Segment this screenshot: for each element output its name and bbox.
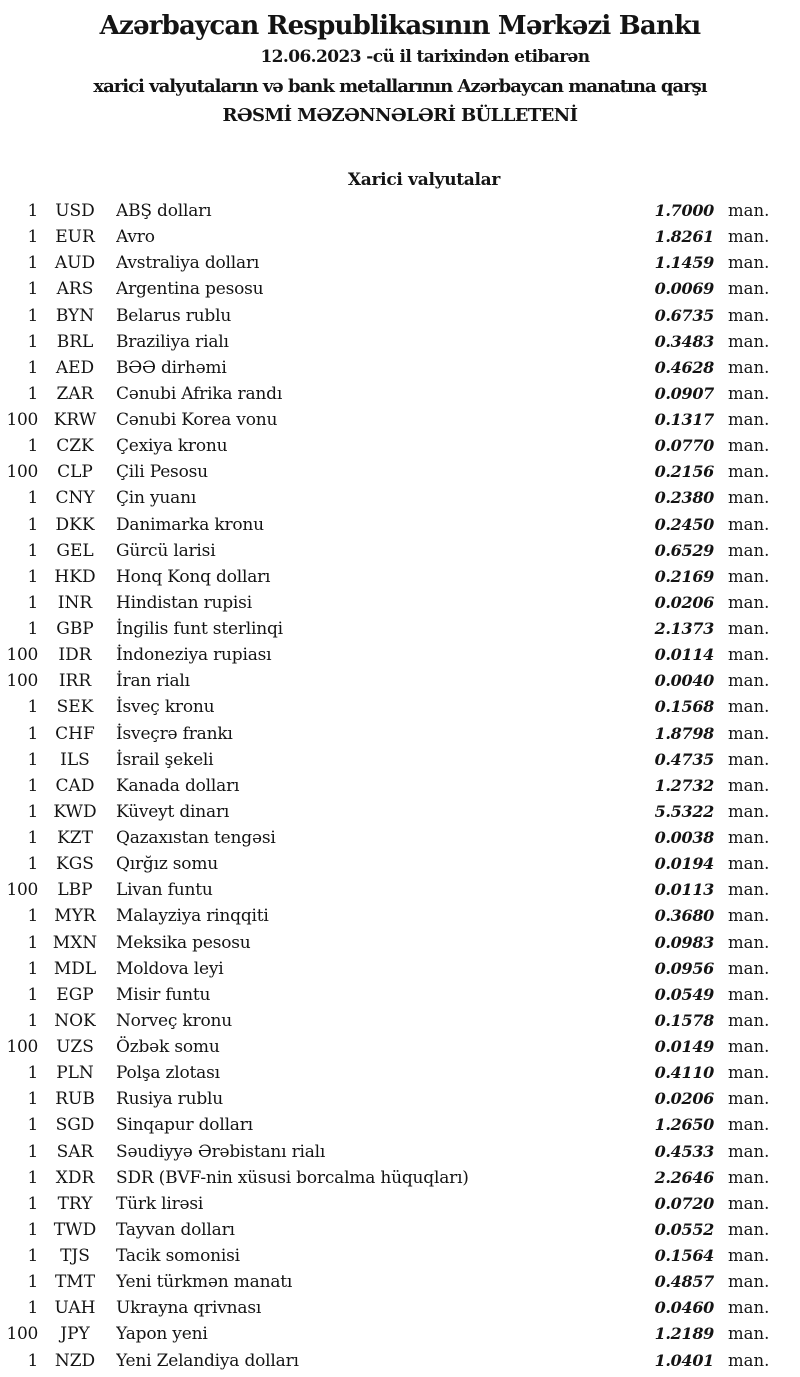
currency-code-cell: SGD — [55, 1115, 95, 1136]
currency-name-cell: Avstraliya dolları — [116, 253, 260, 274]
unit-cell: man. — [728, 801, 770, 821]
currency-name-cell: İsrail şekeli — [116, 749, 214, 770]
rate-value-cell: 0.0460 — [654, 1298, 714, 1318]
rate-value-cell: 1.2189 — [654, 1324, 714, 1344]
currency-name-cell: İran rialı — [116, 671, 190, 692]
unit-cell: man. — [728, 984, 770, 1004]
rate-row — [0, 355, 800, 381]
currency-code-cell: KGS — [56, 854, 94, 875]
currency-code-cell: KRW — [53, 410, 97, 430]
rate-value-cell: 0.0206 — [654, 1089, 714, 1109]
quantity-cell: 100 — [6, 410, 38, 430]
rate-value-cell: 0.3483 — [654, 331, 714, 351]
currency-code-cell: USD — [55, 201, 95, 221]
effective-date-line: 12.06.2023 -cü il tarixindən etibarən — [260, 47, 590, 67]
rate-value-cell: 0.2380 — [654, 488, 714, 508]
unit-cell: man. — [728, 1010, 770, 1030]
unit-cell: man. — [728, 383, 770, 403]
unit-cell: man. — [728, 201, 770, 220]
currency-name-cell: İsveç kronu — [116, 697, 215, 718]
unit-cell: man. — [728, 1115, 770, 1135]
currency-name-cell: Yapon yeni — [116, 1324, 208, 1345]
currency-name-cell: Küveyt dinarı — [116, 801, 230, 822]
currency-code-cell: EGP — [56, 984, 94, 1005]
currency-code-cell: LBP — [57, 880, 93, 901]
quantity-cell: 1 — [27, 227, 38, 248]
rate-value-cell: 0.0114 — [654, 645, 714, 665]
quantity-cell: 100 — [6, 671, 38, 692]
rate-value-cell: 1.0401 — [654, 1350, 714, 1370]
currency-code-cell: ZAR — [56, 383, 94, 404]
currency-code-cell: CLP — [57, 462, 93, 483]
rate-value-cell: 0.2156 — [654, 462, 714, 482]
currency-code-cell: MDL — [53, 958, 97, 979]
currency-code-cell: HKD — [54, 566, 96, 587]
unit-cell: man. — [728, 880, 770, 900]
rate-value-cell: 1.8261 — [654, 227, 714, 247]
rate-row — [0, 1269, 800, 1295]
currency-code-cell: CZK — [56, 436, 94, 457]
currency-name-cell: Rusiya rublu — [116, 1089, 223, 1110]
currency-name-cell: Özbək somu — [116, 1037, 220, 1057]
unit-cell: man. — [728, 619, 770, 638]
quantity-cell: 1 — [27, 906, 38, 927]
currency-code-cell: KZT — [57, 828, 93, 848]
currency-code-cell: DKK — [55, 514, 95, 535]
currency-name-cell: Çin yuanı — [116, 488, 197, 509]
rate-value-cell: 1.2650 — [654, 1115, 714, 1135]
unit-cell: man. — [728, 1272, 770, 1292]
currency-name-cell: Avro — [116, 227, 155, 248]
rate-row — [0, 1217, 800, 1243]
currency-name-cell: Çili Pesosu — [116, 462, 208, 483]
rate-value-cell: 0.0040 — [654, 671, 714, 691]
currency-code-cell: BYN — [55, 305, 95, 326]
rate-row — [0, 851, 800, 877]
currency-name-cell: Çexiya kronu — [116, 436, 228, 457]
currency-name-cell: Səudiyyə Ərəbistanı rialı — [116, 1141, 326, 1162]
currency-code-cell: AED — [55, 357, 95, 378]
rate-value-cell: 1.7000 — [654, 201, 714, 220]
rate-value-cell: 0.0549 — [654, 984, 714, 1004]
rate-row — [0, 799, 800, 825]
quantity-cell: 1 — [27, 1219, 38, 1240]
currency-code-cell: XDR — [55, 1167, 95, 1188]
rate-value-cell: 5.5322 — [654, 801, 714, 821]
rate-row — [0, 538, 800, 564]
rate-row — [0, 381, 800, 407]
rate-row — [0, 956, 800, 982]
currency-name-cell: Danimarka kronu — [116, 514, 264, 535]
quantity-cell: 1 — [27, 723, 38, 744]
quantity-cell: 1 — [27, 383, 38, 404]
quantity-cell: 1 — [27, 801, 38, 822]
rate-value-cell: 0.0720 — [654, 1193, 714, 1213]
unit-cell: man. — [728, 828, 770, 847]
rate-row — [0, 668, 800, 694]
unit-cell: man. — [728, 723, 770, 743]
currency-code-cell: AUD — [54, 253, 96, 274]
currency-code-cell: ILS — [60, 749, 90, 770]
currency-code-cell: RUB — [55, 1089, 95, 1110]
quantity-cell: 1 — [27, 1272, 38, 1293]
rate-value-cell: 0.0038 — [654, 828, 714, 847]
rate-row — [0, 877, 800, 903]
rate-value-cell: 0.6735 — [654, 305, 714, 325]
rate-row — [0, 250, 800, 276]
currency-code-cell: SEK — [56, 697, 94, 718]
rate-row — [0, 616, 800, 642]
rate-value-cell: 1.2732 — [654, 775, 714, 795]
rate-row — [0, 512, 800, 538]
currency-code-cell: CAD — [55, 775, 95, 796]
currency-code-cell: NOK — [54, 1010, 96, 1031]
rate-row — [0, 590, 800, 616]
rate-value-cell: 0.0552 — [654, 1219, 714, 1239]
currency-code-cell: TWD — [53, 1219, 97, 1240]
rate-row — [0, 930, 800, 956]
rate-value-cell: 0.0113 — [654, 880, 714, 900]
unit-cell: man. — [728, 227, 770, 247]
unit-cell: man. — [728, 540, 770, 560]
currency-name-cell: Ukrayna qrivnası — [116, 1298, 262, 1319]
currency-name-cell: Kanada dolları — [116, 775, 240, 796]
quantity-cell: 1 — [27, 1141, 38, 1162]
quantity-cell: 1 — [27, 279, 38, 300]
quantity-cell: 1 — [27, 1115, 38, 1136]
quantity-cell: 1 — [27, 1193, 38, 1214]
unit-cell: man. — [728, 932, 770, 952]
currency-name-cell: Yeni Zelandiya dolları — [116, 1350, 299, 1371]
currency-name-cell: Livan funtu — [116, 880, 213, 901]
rate-row — [0, 329, 800, 355]
quantity-cell: 1 — [27, 1298, 38, 1319]
rate-value-cell: 0.2450 — [654, 514, 714, 534]
quantity-cell: 1 — [27, 1089, 38, 1110]
currency-name-cell: Hindistan rupisi — [116, 592, 252, 613]
currency-code-cell: TJS — [60, 1246, 90, 1266]
quantity-cell: 1 — [27, 1246, 38, 1266]
unit-cell: man. — [728, 1063, 770, 1083]
rate-row — [0, 1060, 800, 1086]
subtitle-line: xarici valyutaların və bank metallarının Azərbaycan manatına qarşı — [93, 76, 707, 97]
rate-value-cell: 0.1564 — [654, 1246, 714, 1265]
rate-row — [0, 773, 800, 799]
currency-name-cell: Türk lirəsi — [116, 1193, 204, 1214]
rate-value-cell: 2.1373 — [654, 619, 714, 638]
currency-code-cell: TMT — [54, 1272, 96, 1293]
currency-name-cell: Braziliya rialı — [116, 331, 229, 352]
currency-code-cell: UAH — [54, 1298, 96, 1319]
rate-row — [0, 747, 800, 773]
unit-cell: man. — [728, 749, 770, 769]
currency-name-cell: Gürcü larisi — [116, 540, 216, 561]
rate-row — [0, 1243, 800, 1269]
unit-cell: man. — [728, 279, 770, 299]
quantity-cell: 1 — [27, 1063, 38, 1084]
unit-cell: man. — [728, 462, 770, 482]
quantity-cell: 100 — [6, 1037, 38, 1057]
quantity-cell: 1 — [27, 305, 38, 326]
bulletin-title-line: RƏSMİ MƏZƏNNƏLƏRİ BÜLLETENİ — [222, 105, 578, 126]
unit-cell: man. — [728, 253, 770, 273]
currency-name-cell: Belarus rublu — [116, 305, 232, 326]
currency-code-cell: IDR — [58, 645, 92, 666]
currency-name-cell: Qırğız somu — [116, 854, 219, 875]
quantity-cell: 1 — [27, 357, 38, 378]
rate-row — [0, 1321, 800, 1347]
rate-row — [0, 433, 800, 459]
rate-row — [0, 1191, 800, 1217]
rate-row — [0, 694, 800, 720]
currency-name-cell: Tayvan dolları — [116, 1219, 235, 1240]
quantity-cell: 1 — [27, 436, 38, 457]
currency-name-cell: Argentina pesosu — [116, 279, 264, 300]
currency-code-cell: NZD — [54, 1350, 96, 1371]
unit-cell: man. — [728, 1193, 770, 1213]
quantity-cell: 1 — [27, 619, 38, 639]
unit-cell: man. — [728, 958, 770, 978]
quantity-cell: 1 — [27, 514, 38, 535]
rate-value-cell: 0.0206 — [654, 592, 714, 612]
unit-cell: man. — [728, 645, 770, 665]
rate-value-cell: 0.2169 — [654, 566, 714, 586]
rate-row — [0, 303, 800, 329]
currency-code-cell: EUR — [55, 227, 95, 248]
quantity-cell: 1 — [27, 958, 38, 979]
quantity-cell: 100 — [6, 1324, 38, 1345]
rate-row — [0, 1165, 800, 1191]
rate-row — [0, 721, 800, 747]
unit-cell: man. — [728, 1350, 770, 1370]
quantity-cell: 1 — [27, 932, 38, 953]
rate-row — [0, 1348, 800, 1374]
rate-value-cell: 0.0194 — [654, 854, 714, 874]
unit-cell: man. — [728, 410, 770, 429]
rate-row — [0, 903, 800, 929]
unit-cell: man. — [728, 566, 770, 586]
rate-row — [0, 1008, 800, 1034]
currency-code-cell: JPY — [60, 1324, 90, 1345]
currency-name-cell: SDR (BVF-nin xüsusi borcalma hüquqları) — [116, 1167, 469, 1188]
unit-cell: man. — [728, 1246, 770, 1265]
rate-row — [0, 1112, 800, 1138]
currency-code-cell: PLN — [56, 1063, 94, 1084]
rate-row — [0, 1139, 800, 1165]
rate-value-cell: 0.3680 — [654, 906, 714, 926]
page-title: Azərbaycan Respublikasının Mərkəzi Bankı — [99, 11, 701, 41]
rate-row — [0, 564, 800, 590]
rate-row — [0, 224, 800, 250]
section-title-foreign-currencies: Xarici valyutalar — [347, 170, 501, 190]
currency-name-cell: Polşa zlotası — [116, 1063, 220, 1084]
unit-cell: man. — [728, 592, 770, 612]
unit-cell: man. — [728, 357, 770, 377]
quantity-cell: 1 — [27, 540, 38, 561]
rate-row — [0, 198, 800, 224]
rate-row — [0, 982, 800, 1008]
rate-row — [0, 1034, 800, 1060]
rate-row — [0, 459, 800, 485]
currency-code-cell: ARS — [56, 279, 94, 300]
rate-value-cell: 0.0907 — [654, 383, 714, 403]
rate-value-cell: 0.1568 — [654, 697, 714, 717]
currency-code-cell: GBP — [56, 619, 94, 639]
rate-value-cell: 0.0149 — [654, 1037, 714, 1056]
currency-name-cell: Misir funtu — [116, 984, 211, 1005]
unit-cell: man. — [728, 906, 770, 926]
rate-value-cell: 0.4533 — [654, 1141, 714, 1161]
currency-code-cell: CNY — [55, 488, 95, 509]
rate-row — [0, 276, 800, 302]
currency-name-cell: Cənubi Afrika randı — [116, 383, 283, 404]
currency-code-cell: KWD — [53, 801, 97, 822]
currency-name-cell: Moldova leyi — [116, 958, 224, 979]
rate-value-cell: 0.4110 — [654, 1063, 714, 1083]
currency-name-cell: Qazaxıstan tengəsi — [116, 828, 276, 848]
rate-value-cell: 1.8798 — [654, 723, 714, 743]
currency-code-cell: TRY — [57, 1193, 93, 1214]
rates-table — [0, 198, 800, 1374]
document-header — [0, 0, 800, 131]
unit-cell: man. — [728, 514, 770, 534]
rate-value-cell: 0.4857 — [654, 1272, 714, 1292]
unit-cell: man. — [728, 305, 770, 325]
currency-name-cell: İndoneziya rupiası — [116, 645, 272, 666]
quantity-cell: 1 — [27, 331, 38, 352]
unit-cell: man. — [728, 1037, 770, 1056]
rate-row — [0, 1086, 800, 1112]
rate-row — [0, 407, 800, 433]
currency-name-cell: Norveç kronu — [116, 1010, 232, 1031]
currency-code-cell: UZS — [56, 1037, 94, 1057]
currency-name-cell: BƏƏ dirhəmi — [116, 357, 227, 378]
rate-row — [0, 825, 800, 851]
quantity-cell: 100 — [6, 462, 38, 483]
unit-cell: man. — [728, 488, 770, 508]
rate-value-cell: 0.1317 — [654, 410, 714, 429]
rate-value-cell: 2.2646 — [654, 1167, 714, 1187]
rate-value-cell: 0.4735 — [654, 749, 714, 769]
currency-code-cell: INR — [57, 592, 93, 613]
unit-cell: man. — [728, 1324, 770, 1344]
currency-name-cell: Meksika pesosu — [116, 932, 251, 953]
unit-cell: man. — [728, 671, 770, 691]
currency-code-cell: GEL — [56, 540, 94, 561]
currency-name-cell: Cənubi Korea vonu — [116, 410, 278, 430]
unit-cell: man. — [728, 697, 770, 717]
currency-code-cell: CHF — [55, 723, 95, 744]
rate-value-cell: 0.0770 — [654, 436, 714, 456]
quantity-cell: 100 — [6, 645, 38, 666]
currency-name-cell: Honq Konq dolları — [116, 566, 271, 587]
quantity-cell: 1 — [27, 488, 38, 509]
rate-row — [0, 1295, 800, 1321]
currency-code-cell: MYR — [54, 906, 96, 927]
rate-value-cell: 0.0983 — [654, 932, 714, 952]
currency-name-cell: Yeni türkmən manatı — [116, 1272, 293, 1293]
currency-name-cell: ABŞ dolları — [116, 201, 212, 221]
rate-value-cell: 0.4628 — [654, 357, 714, 377]
quantity-cell: 1 — [27, 775, 38, 796]
quantity-cell: 1 — [27, 1010, 38, 1031]
currency-code-cell: BRL — [56, 331, 94, 352]
currency-name-cell: İsveçrə frankı — [116, 723, 233, 744]
unit-cell: man. — [728, 436, 770, 456]
quantity-cell: 1 — [27, 1350, 38, 1371]
quantity-cell: 1 — [27, 1167, 38, 1188]
unit-cell: man. — [728, 1298, 770, 1318]
currency-name-cell: İngilis funt sterlinqi — [116, 619, 283, 639]
currency-code-cell: IRR — [58, 671, 92, 692]
quantity-cell: 1 — [27, 828, 38, 848]
rate-value-cell: 0.1578 — [654, 1010, 714, 1030]
currency-code-cell: SAR — [56, 1141, 94, 1162]
unit-cell: man. — [728, 1089, 770, 1109]
currency-name-cell: Sinqapur dolları — [116, 1115, 253, 1136]
currency-code-cell: MXN — [52, 932, 98, 953]
rate-row — [0, 642, 800, 668]
rate-value-cell: 1.1459 — [654, 253, 714, 273]
quantity-cell: 1 — [27, 697, 38, 718]
unit-cell: man. — [728, 775, 770, 795]
rate-value-cell: 0.0956 — [654, 958, 714, 978]
quantity-cell: 1 — [27, 201, 38, 221]
quantity-cell: 1 — [27, 984, 38, 1005]
currency-name-cell: Tacik somonisi — [116, 1246, 240, 1266]
currency-name-cell: Malayziya rinqqiti — [116, 906, 269, 927]
quantity-cell: 1 — [27, 592, 38, 613]
quantity-cell: 100 — [6, 880, 38, 901]
rate-value-cell: 0.0069 — [654, 279, 714, 299]
quantity-cell: 1 — [27, 566, 38, 587]
rate-row — [0, 485, 800, 511]
unit-cell: man. — [728, 331, 770, 351]
unit-cell: man. — [728, 854, 770, 874]
unit-cell: man. — [728, 1219, 770, 1239]
unit-cell: man. — [728, 1167, 770, 1187]
rate-value-cell: 0.6529 — [654, 540, 714, 560]
quantity-cell: 1 — [27, 749, 38, 770]
quantity-cell: 1 — [27, 854, 38, 875]
quantity-cell: 1 — [27, 253, 38, 274]
unit-cell: man. — [728, 1141, 770, 1161]
